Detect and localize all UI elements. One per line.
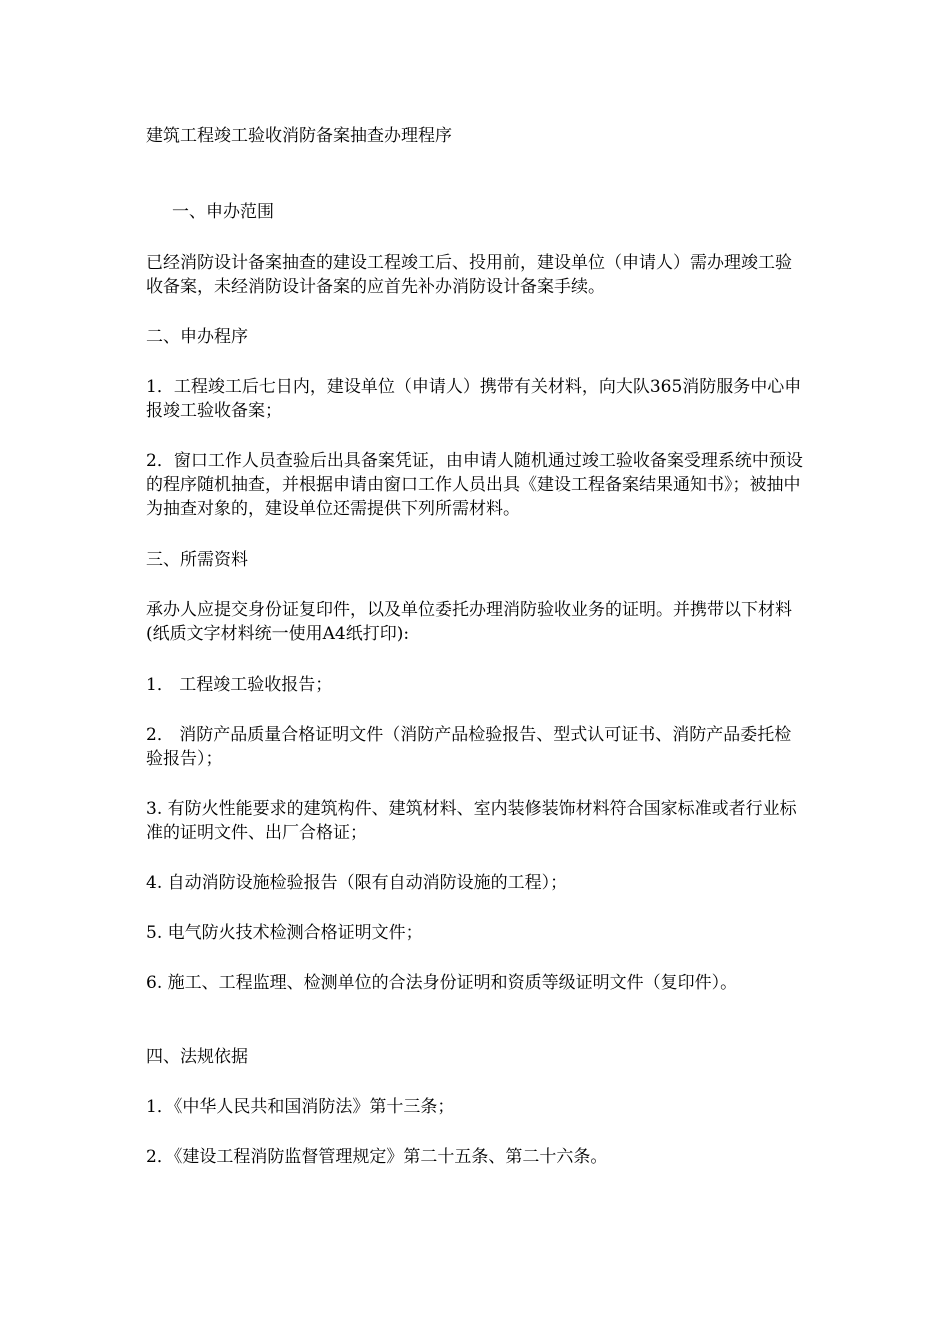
section-heading-legal-basis: 四、法规依据 xyxy=(146,1047,248,1067)
materials-intro-paragraph: 承办人应提交身份证复印件，以及单位委托办理消防验收业务的证明。并携带以下材料(纸质文字材料统一使用A4纸打印): xyxy=(146,600,792,644)
procedure-item-2: 2．窗口工作人员查验后出具备案凭证，由申请人随机通过竣工验收备案受理系统中预设的程序随机抽查，并根据申请由窗口工作人员出具《建设工程备案结果通知书》；被抽中为抽查对象的，建设单位还需提供下列所需材料。 xyxy=(146,451,803,519)
legal-basis-item-1: 1．《中华人民共和国消防法》第十三条； xyxy=(146,1097,455,1117)
section-heading-procedure: 二、申办程序 xyxy=(146,327,248,347)
materials-item-5: 5. 电气防火技术检测合格证明文件； xyxy=(146,923,423,943)
procedure-item-1: 1．工程竣工后七日内，建设单位（申请人）携带有关材料，向大队365消防服务中心申报竣工验收备案； xyxy=(146,377,802,421)
scope-paragraph: 已经消防设计备案抽查的建设工程竣工后、投用前，建设单位（申请人）需办理竣工验收备案，未经消防设计备案的应首先补办消防设计备案手续。 xyxy=(146,253,792,297)
materials-item-4: 4. 自动消防设施检验报告（限有自动消防设施的工程）； xyxy=(146,873,568,893)
section-heading-scope: 一、申办范围 xyxy=(172,202,274,222)
materials-item-1: 1． 工程竣工验收报告； xyxy=(146,675,333,695)
document-title: 建筑工程竣工验收消防备案抽查办理程序 xyxy=(146,126,452,146)
materials-item-6: 6. 施工、工程监理、检测单位的合法身份证明和资质等级证明文件（复印件）。 xyxy=(146,973,738,993)
section-heading-materials: 三、所需资料 xyxy=(146,550,248,570)
materials-item-2: 2． 消防产品质量合格证明文件（消防产品检验报告、型式认可证书、消防产品委托检验报告）； xyxy=(146,725,792,769)
materials-item-3: 3. 有防火性能要求的建筑构件、建筑材料、室内装修装饰材料符合国家标准或者行业标准的证明文件、出厂合格证； xyxy=(146,799,797,843)
legal-basis-item-2: 2．《建设工程消防监督管理规定》第二十五条、第二十六条。 xyxy=(146,1147,608,1167)
